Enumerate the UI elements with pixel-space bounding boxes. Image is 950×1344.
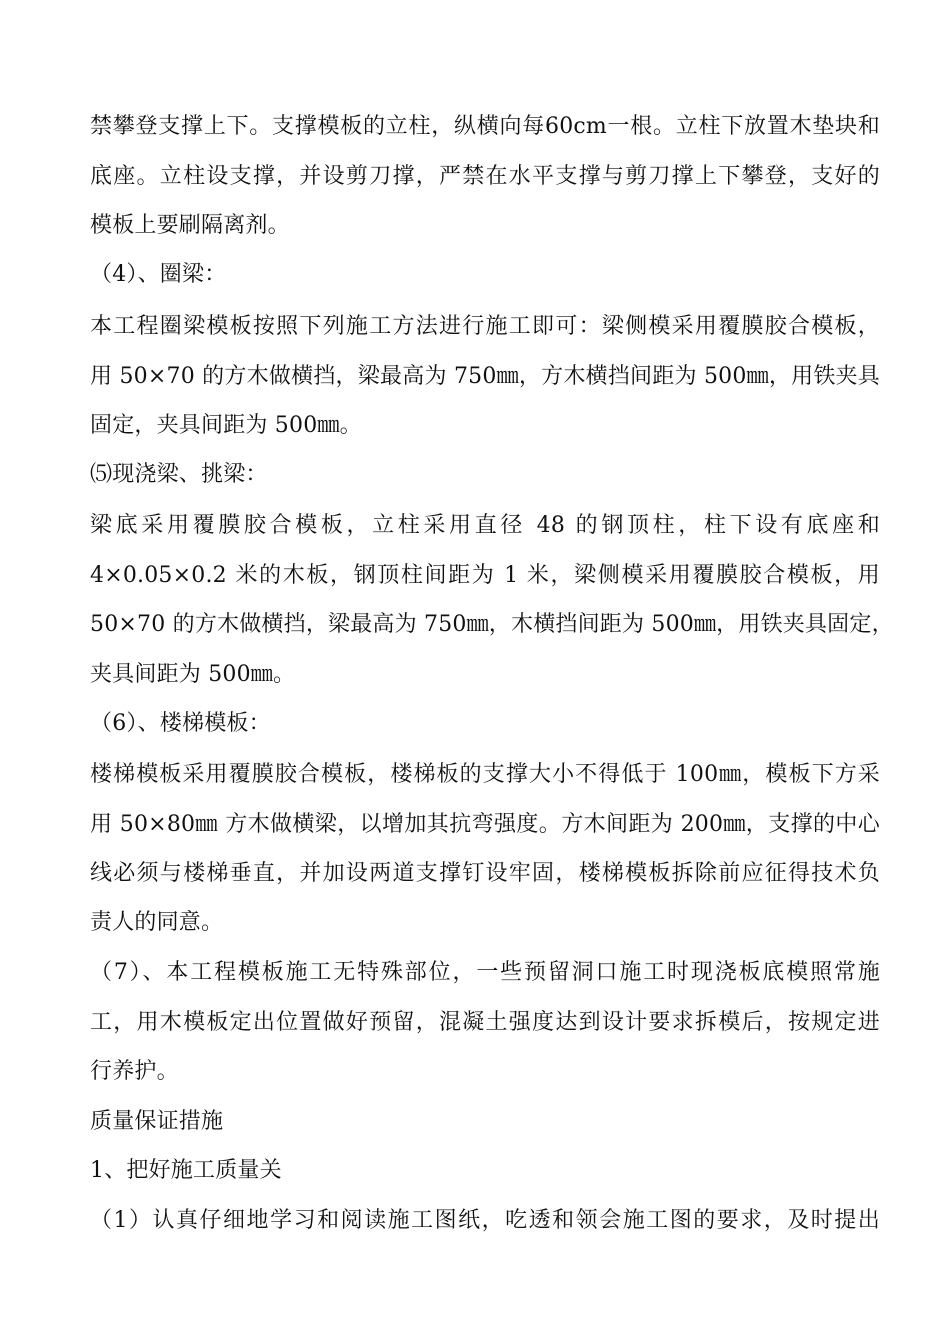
text-line: 50×70 的方木做横挡，梁最高为 750㎜，木横挡间距为 500㎜，用铁夹具固定，	[90, 612, 894, 637]
section-heading: ⑸现浇梁、挑梁：	[90, 462, 268, 487]
text-line: 责人的同意。	[90, 910, 224, 935]
text-line: 本工程圈梁模板按照下列施工方法进行施工即可：梁侧模采用覆膜胶合模板，	[90, 314, 880, 339]
text-line: 4×0.05×0.2 米的木板，钢顶柱间距为 1 米，梁侧模采用覆膜胶合模板，用	[90, 563, 880, 588]
text-line: 固定，夹具间距为 500㎜。	[90, 413, 362, 438]
text-line: 模板上要刷隔离剂。	[90, 213, 290, 238]
text-line: 禁攀登支撑上下。支撑模板的立柱，纵横向每60cm一根。立柱下放置木垫块和	[90, 114, 880, 139]
section-heading: （4）、圈梁：	[90, 262, 227, 287]
text-line: 楼梯模板采用覆膜胶合模板，楼梯板的支撑大小不得低于 100㎜，模板下方采	[90, 762, 880, 787]
text-line: 用 50×70 的方木做横挡，梁最高为 750㎜，方木横挡间距为 500㎜，用铁夹具	[90, 364, 880, 389]
text-line: 底座。立柱设支撑，并设剪刀撑，严禁在水平支撑与剪刀撑上下攀登，支好的	[90, 164, 880, 189]
section-heading: 1、把好施工质量关	[90, 1158, 282, 1183]
section-heading: 质量保证措施	[90, 1109, 224, 1134]
text-line: 用 50×80㎜ 方木做横梁，以增加其抗弯强度。方木间距为 200㎜，支撑的中心	[90, 812, 880, 837]
text-line: 夹具间距为 500㎜。	[90, 662, 296, 687]
text-line: 行养护。	[90, 1059, 179, 1084]
text-line: （1）认真仔细地学习和阅读施工图纸，吃透和领会施工图的要求，及时提出	[90, 1208, 880, 1233]
text-line: 梁底采用覆膜胶合模板，立柱采用直径 48 的钢顶柱，柱下设有底座和	[90, 513, 880, 538]
text-line: （7）、本工程模板施工无特殊部位，一些预留洞口施工时现浇板底模照常施	[90, 960, 880, 985]
text-line: 工，用木模板定出位置做好预留，混凝土强度达到设计要求拆模后，按规定进	[90, 1010, 880, 1035]
text-line: 线必须与楼梯垂直，并加设两道支撑钉设牢固，楼梯模板拆除前应征得技术负	[90, 861, 880, 886]
section-heading: （6）、楼梯模板：	[90, 711, 271, 736]
